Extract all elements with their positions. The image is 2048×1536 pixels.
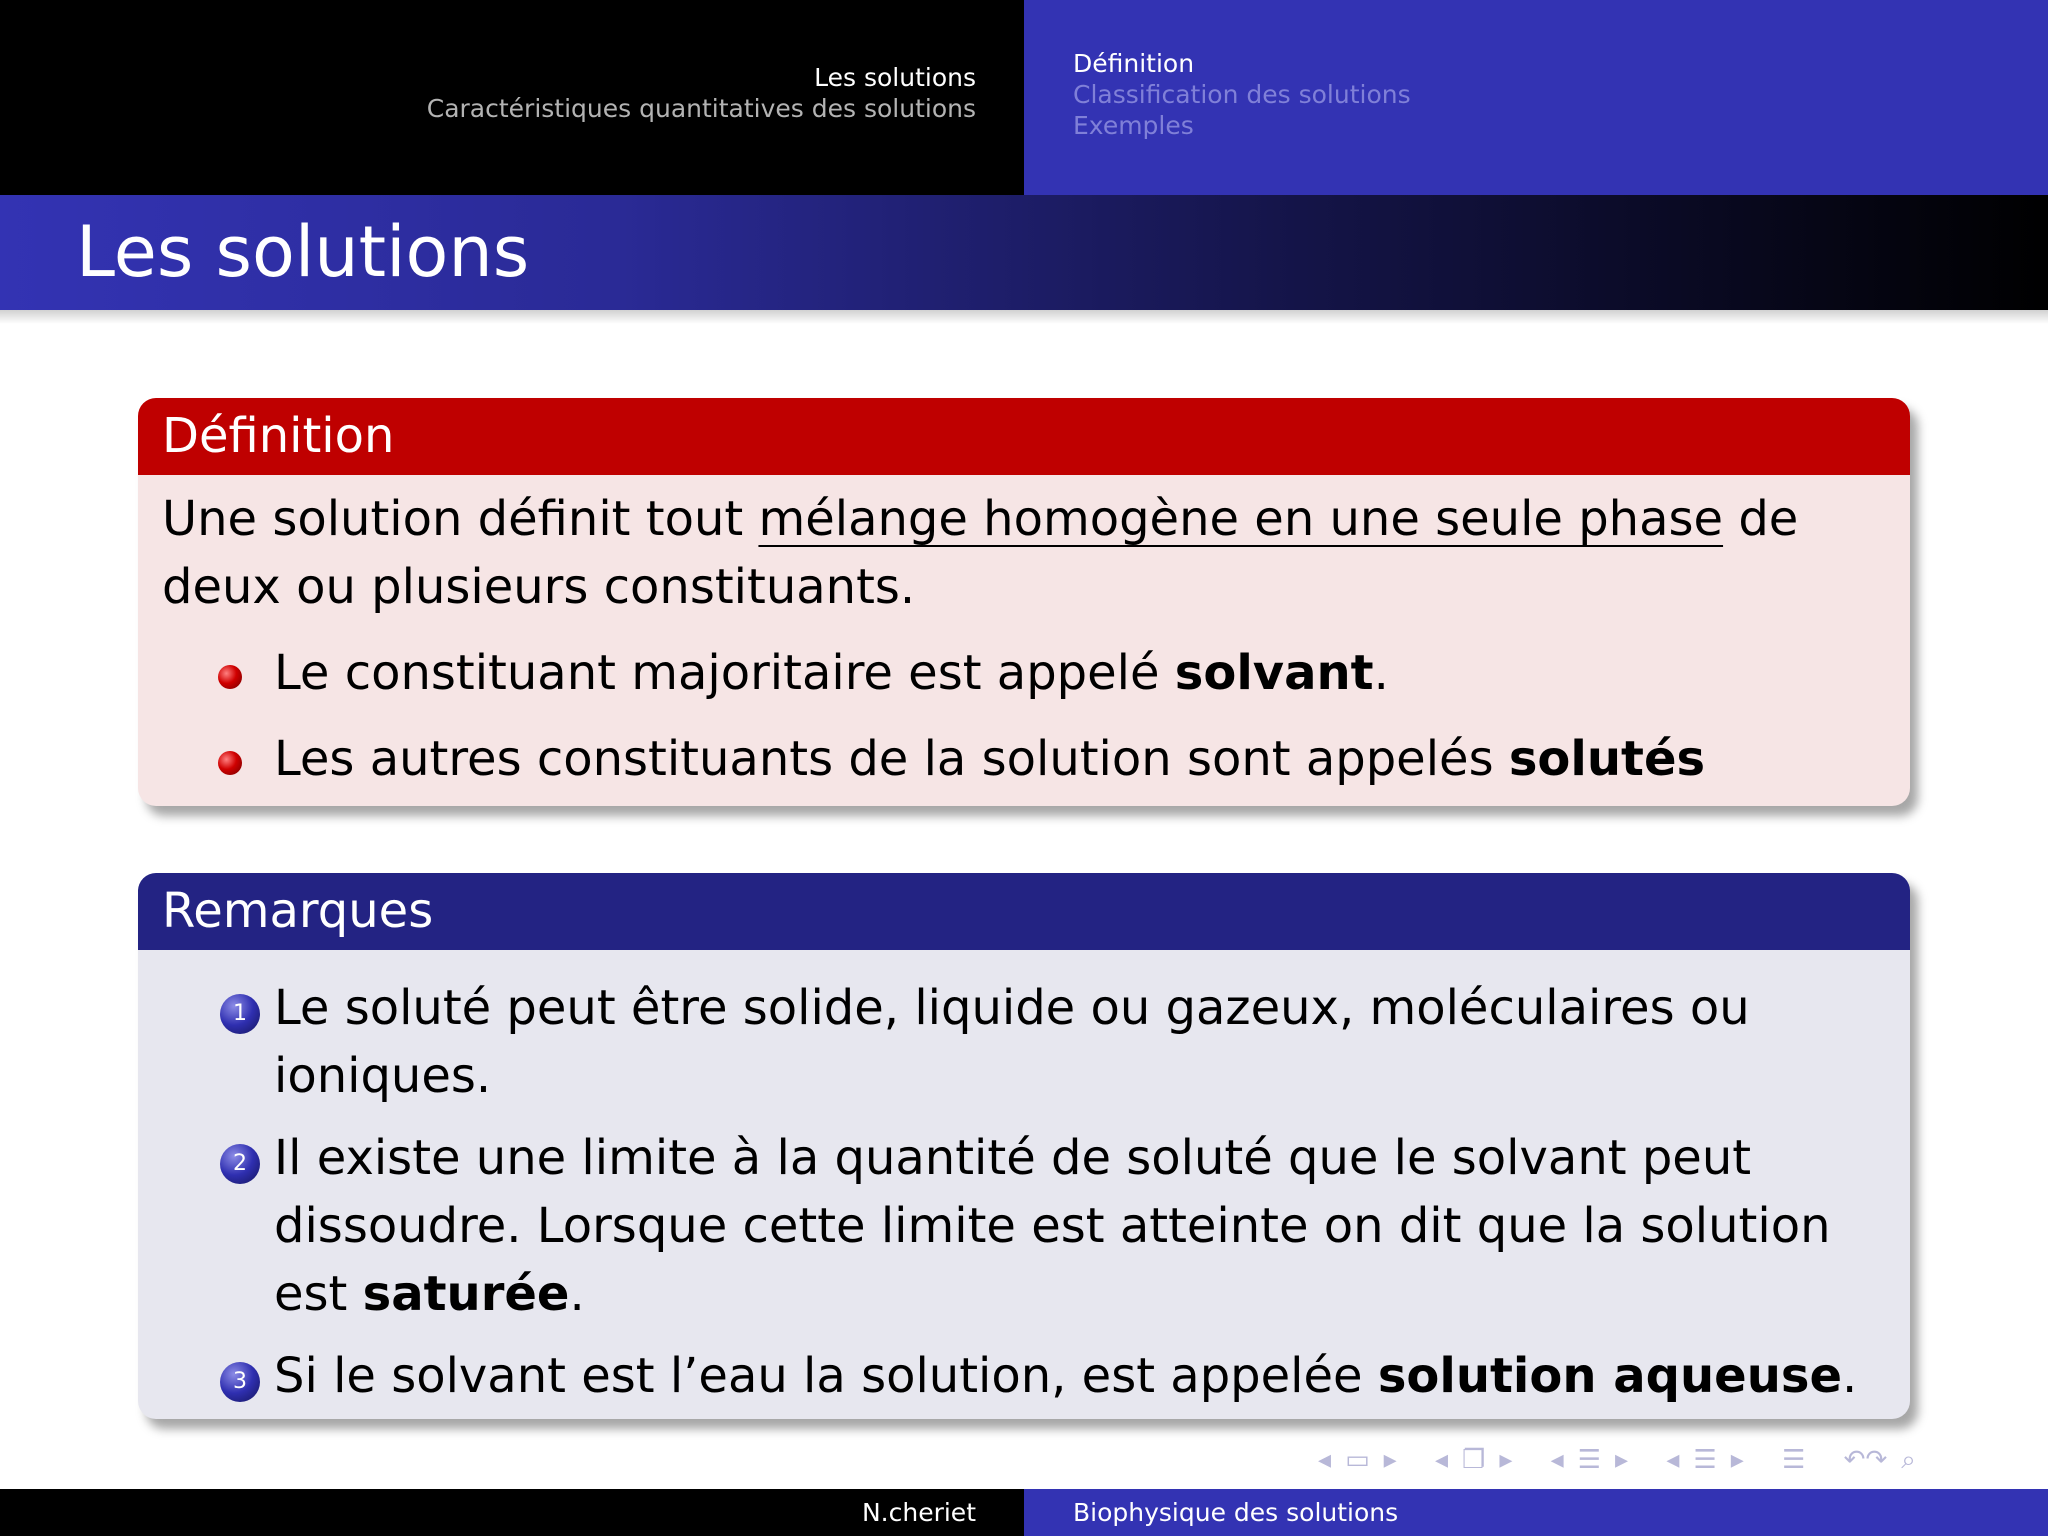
list-item-text: Les autres constituants de la solution sont appelés	[274, 731, 1509, 787]
list-item-after: .	[1842, 1348, 1858, 1404]
number-badge-icon: 3	[220, 1362, 260, 1402]
nav-item-classification[interactable]: Classification des solutions	[1073, 80, 1411, 109]
definition-block-body	[138, 475, 1910, 806]
list-item-text: Le constituant majoritaire est appelé	[274, 645, 1175, 701]
list-item	[162, 725, 1886, 793]
nav-frame-next-icon[interactable]: ▸	[1383, 1445, 1397, 1475]
remarks-block	[138, 873, 1910, 1419]
definition-text-end: de deux ou plusieurs constituants.	[162, 491, 1799, 615]
header-left	[0, 0, 1024, 195]
title-bar-shadow	[0, 310, 2048, 324]
bullet-icon	[218, 665, 242, 689]
nav-slides-prev-icon[interactable]: ◂	[1666, 1445, 1680, 1475]
list-item-text: Il existe une limite à la quantité de soluté que le solvant peut dissoudre. Lorsque cette limite est atteinte on dit que la solution est	[274, 1130, 1831, 1322]
header-right	[1024, 0, 2048, 195]
nav-item-exemples[interactable]: Exemples	[1073, 111, 1194, 140]
list-item-bold: solution aqueuse	[1377, 1348, 1843, 1404]
nav-subsection-icon[interactable]: ❐	[1462, 1445, 1486, 1475]
nav-back-forward-icon[interactable]: ↶↷	[1843, 1445, 1888, 1475]
nav-section-prev-icon[interactable]: ◂	[1550, 1445, 1564, 1475]
list-item-text: Le soluté peut être solide, liquide ou gazeux, moléculaires ou ioniques.	[274, 980, 1750, 1104]
list-item	[162, 639, 1886, 707]
list-item-after: .	[569, 1266, 585, 1322]
definition-paragraph	[162, 485, 1886, 621]
footer-title: Biophysique des solutions	[1073, 1498, 1399, 1527]
nav-toc-icon[interactable]: ☰	[1782, 1445, 1806, 1475]
header-nav	[1073, 48, 1411, 141]
remarks-block-title: Remarques	[138, 873, 1910, 950]
definition-underlined-text: mélange homogène en une seule phase	[758, 491, 1724, 547]
list-item-bold: solvant	[1174, 645, 1374, 701]
number-badge-icon: 2	[220, 1144, 260, 1184]
footer-author: N.cheriet	[861, 1498, 976, 1527]
definition-block	[138, 398, 1910, 806]
slide-title: Les solutions	[76, 211, 530, 293]
nav-slides-icon[interactable]: ☰	[1693, 1445, 1717, 1475]
footer-left	[0, 1489, 1024, 1536]
remarks-block-body	[138, 950, 1910, 1419]
title-bar	[0, 195, 2048, 310]
nav-subsection-prev-icon[interactable]: ◂	[1434, 1445, 1449, 1475]
definition-block-title: Définition	[138, 398, 1910, 475]
list-item	[162, 1342, 1886, 1410]
header-section-link[interactable]: Les solutions	[814, 63, 976, 92]
nav-subsection-next-icon[interactable]: ▸	[1499, 1445, 1513, 1475]
list-item-bold: solutés	[1508, 731, 1706, 787]
footer-right	[1024, 1489, 2048, 1536]
list-item-text: Si le solvant est l’eau la solution, est appelée	[274, 1348, 1378, 1404]
nav-section-next-icon[interactable]: ▸	[1615, 1445, 1629, 1475]
bullet-icon	[218, 751, 242, 775]
navigation-symbols	[1318, 1442, 1930, 1478]
nav-search-icon[interactable]: ⌕	[1901, 1445, 1916, 1475]
header-section	[427, 62, 976, 124]
nav-slides-next-icon[interactable]: ▸	[1730, 1445, 1744, 1475]
list-item-after: .	[1373, 645, 1389, 701]
nav-frame-prev-icon[interactable]: ◂	[1318, 1445, 1332, 1475]
list-item-bold: saturée	[362, 1266, 570, 1322]
list-item	[162, 1124, 1886, 1328]
nav-frame-icon[interactable]: ▭	[1345, 1445, 1370, 1475]
list-item	[162, 974, 1886, 1110]
number-badge-icon: 1	[220, 994, 260, 1034]
definition-text-start: Une solution définit tout	[162, 491, 759, 547]
header-subsection-link[interactable]: Caractéristiques quantitatives des solutions	[426, 94, 976, 123]
nav-section-icon[interactable]: ☰	[1577, 1445, 1602, 1475]
nav-item-definition[interactable]: Définition	[1073, 49, 1195, 78]
